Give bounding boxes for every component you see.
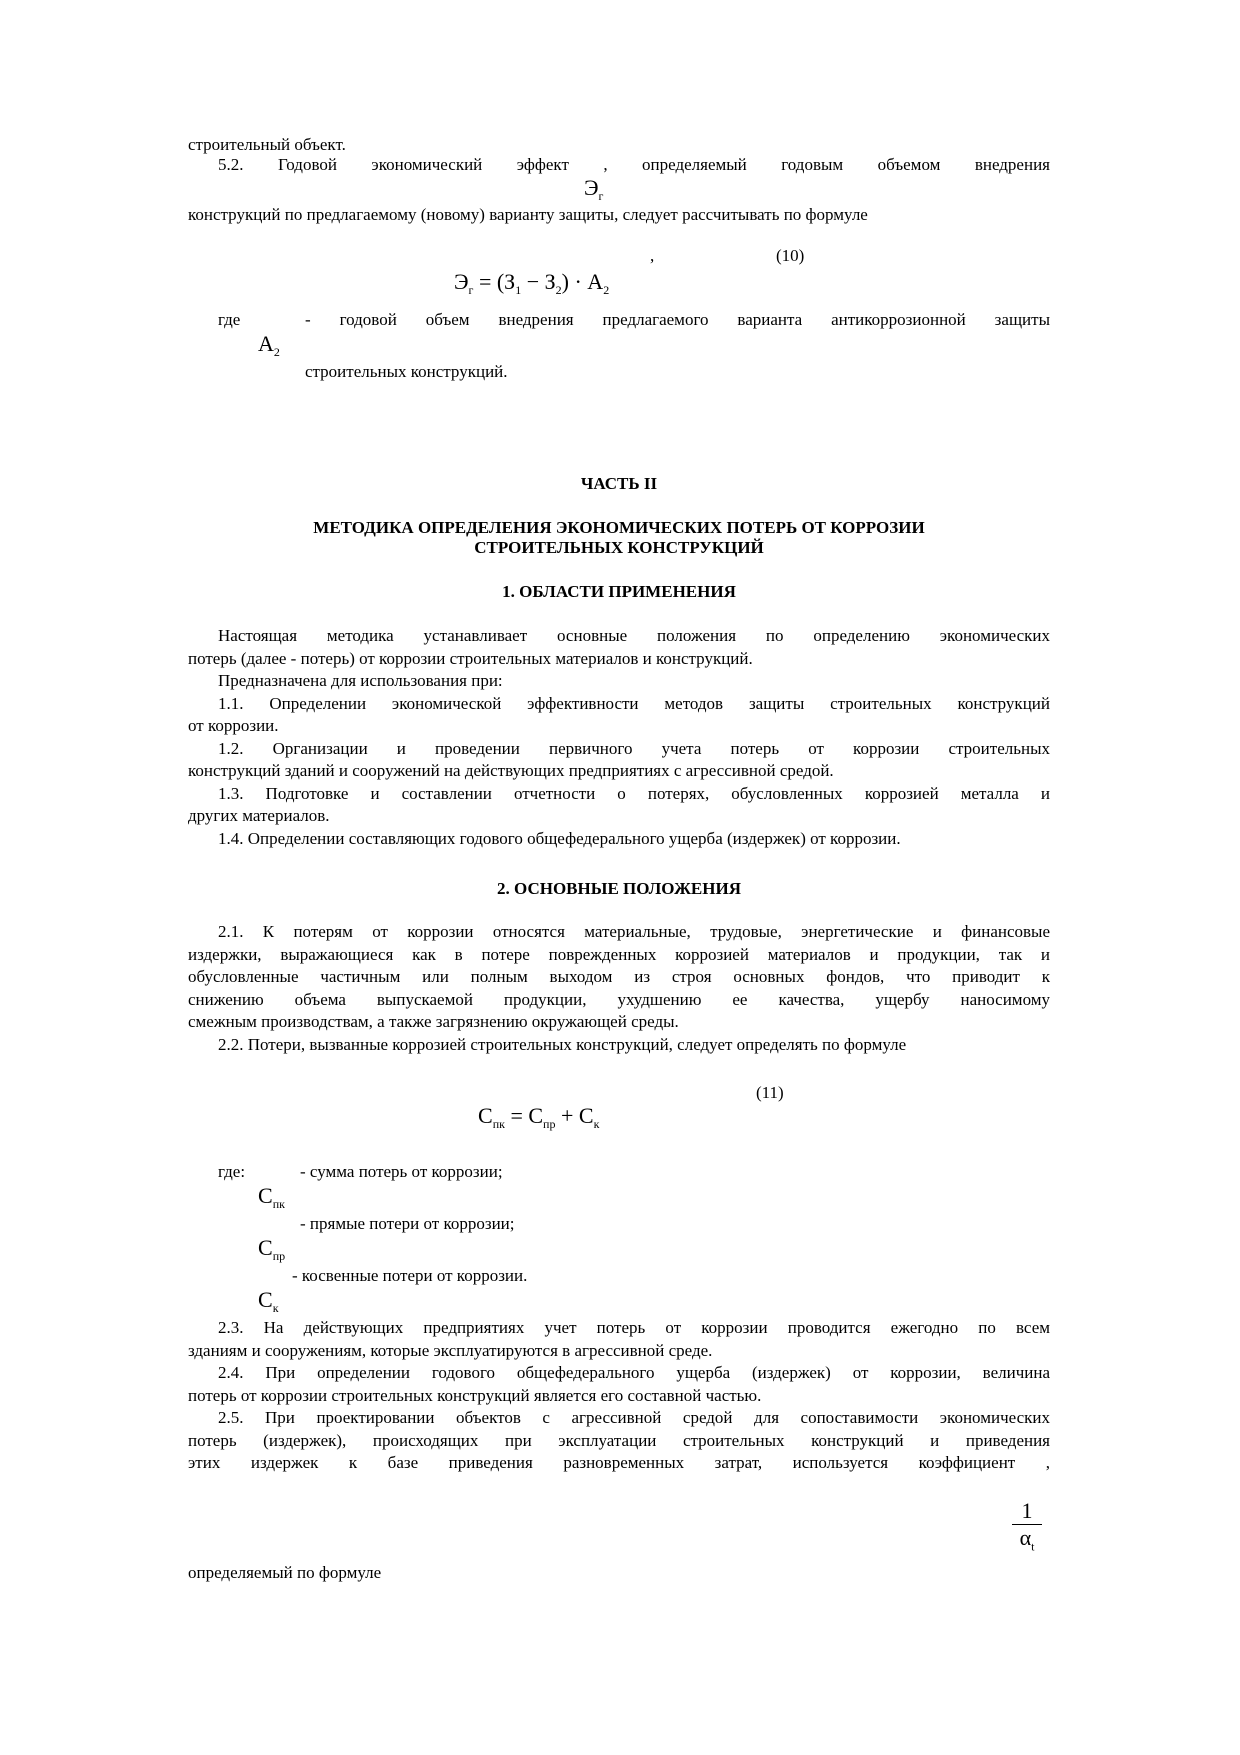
text-line: зданиям и сооружениям, которые эксплуатируются в агрессивной среде. [188,1340,713,1360]
fraction-denominator: $\alpha_t$ [1019,1525,1035,1554]
formula-comma: , [650,246,655,265]
math-symbol: $С_{пр}$ [258,1235,286,1263]
formula-number: (11) [756,1083,784,1102]
text-line: издержки, выражающиеся как в потере поврежденных коррозией материалов и продукции, так и [188,944,1050,964]
text-line: строительных конструкций. [305,362,508,381]
text-line: строительный объект. [188,135,346,154]
part-heading: ЧАСТЬ II [580,474,658,493]
formula-11: $С_{пк} = С_{пр} + С_к$ [478,1103,600,1131]
formula-number: (10) [776,246,805,265]
text-line: - косвенные потери от коррозии. [292,1266,528,1285]
section-title: МЕТОДИКА ОПРЕДЕЛЕНИЯ ЭКОНОМИЧЕСКИХ ПОТЕРЬ ОТ КОРРОЗИИ [313,518,925,537]
heading-2: 2. ОСНОВНЫЕ ПОЛОЖЕНИЯ [497,879,741,898]
text-line: конструкций зданий и сооружений на действующих предприятиях с агрессивной средой. [188,761,834,780]
text-line: - сумма потерь от коррозии; [300,1162,503,1181]
text-line: 2.5. При проектировании объектов с агрессивной средой для сопоставимости экономических [218,1408,1050,1427]
text-line: 1.4. Определении составляющих годового общефедерального ущерба (издержек) от коррозии. [218,828,901,848]
math-symbol: $Э_г$ [584,175,604,203]
heading-1: 1. ОБЛАСТИ ПРИМЕНЕНИЯ [502,582,736,601]
text-line: - прямые потери от коррозии; [300,1214,515,1233]
text-line: этих издержек к базе приведения разновременных затрат, используется коэффициент , [188,1453,1050,1472]
text-line: обусловленные частичным или полным выходом из строя основных фондов, что приводит к [188,967,1050,986]
text-line: снижению объема выпускаемой продукции, ухудшению ее качества, ущербу наносимому [188,989,1050,1009]
text-line: 5.2. Годовой экономический эффект , определяемый годовым объемом внедрения [218,155,1050,174]
text-line: 1.2. Организации и проведении первичного учета потерь от коррозии строительных [218,738,1050,758]
text-line: 2.1. К потерям от коррозии относятся материальные, трудовые, энергетические и финансовые [218,922,1050,941]
text-line: определяемый по формуле [188,1563,382,1582]
text-line: Предназначена для использования при: [218,671,503,690]
text-line: - годовой объем внедрения предлагаемого варианта антикоррозионной защиты [305,310,1050,329]
text-line: других материалов. [188,806,330,825]
text-line: смежным производствам, а также загрязнению окружающей среды. [188,1012,679,1031]
fraction-numerator: 1 [1021,1498,1033,1523]
where-label: где [218,310,241,329]
text-line: потерь от коррозии строительных конструкций является его составной частью. [188,1385,762,1405]
text-line: 2.4. При определении годового общефедерального ущерба (издержек) от коррозии, величина [218,1363,1050,1382]
text-line: 1.1. Определении экономической эффективности методов защиты строительных конструкций [218,693,1050,713]
fraction-coefficient [1010,1498,1044,1554]
text-line: Настоящая методика устанавливает основные положения по определению экономических [218,626,1050,645]
where-label: где: [218,1162,246,1181]
text-line: 2.2. Потери, вызванные коррозией строительных конструкций, следует определять по формуле [218,1034,907,1054]
math-symbol: $А_2$ [258,331,280,359]
text-line: потерь (далее - потерь) от коррозии строительных материалов и конструкций. [188,648,753,668]
text-line: конструкций по предлагаемому (новому) варианту защиты, следует рассчитывать по формуле [188,205,868,224]
math-symbol: $С_к$ [258,1287,279,1315]
text-line: потерь (издержек), происходящих при эксплуатации строительных конструкций и приведения [188,1430,1050,1450]
section-title: СТРОИТЕЛЬНЫХ КОНСТРУКЦИЙ [474,538,764,557]
text-line: 1.3. Подготовке и составлении отчетности о потерях, обусловленных коррозией металла и [218,783,1050,803]
text-line: 2.3. На действующих предприятиях учет потерь от коррозии проводится ежегодно по всем [218,1318,1050,1337]
math-symbol: $С_{пк}$ [258,1183,285,1211]
formula-10: $Э_г = (З_1 - З_2) \cdot А_2$ [454,269,610,297]
text-line: от коррозии. [188,716,279,735]
